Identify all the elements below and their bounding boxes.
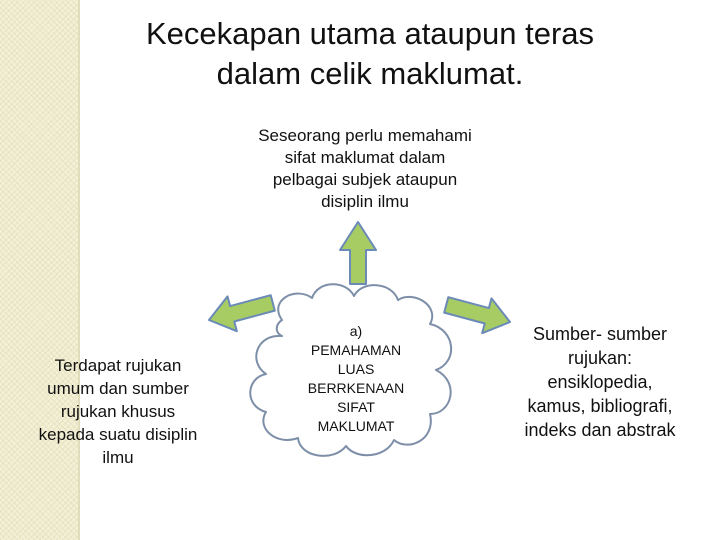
top-node-line: disiplin ilmu: [321, 192, 409, 211]
center-node-line: PEMAHAMAN: [310, 342, 402, 358]
center-node-line: MAKLUMAT: [317, 418, 395, 434]
center-node-line: a): [349, 323, 363, 339]
center-node-line: SIFAT: [337, 399, 375, 415]
left-node-line: Terdapat rujukan: [54, 356, 182, 375]
center-node-line: LUAS: [337, 361, 375, 377]
left-node-line: umum dan sumber: [47, 379, 189, 398]
up-arrow-icon: [340, 222, 376, 284]
title-line-1: Kecekapan utama ataupun teras: [145, 16, 595, 51]
right-node-text: [490, 322, 710, 442]
center-node-text: [281, 322, 431, 436]
down-left-arrow-icon: [204, 286, 277, 338]
left-node-text: [0, 354, 236, 469]
left-node-line: ilmu: [102, 448, 134, 467]
right-node-line: rujukan:: [567, 348, 633, 368]
right-node-line: ensiklopedia,: [547, 372, 653, 392]
right-node-line: Sumber- sumber: [532, 324, 668, 344]
top-node-line: Seseorang perlu memahami: [258, 126, 472, 145]
right-node-line: indeks dan abstrak: [524, 420, 676, 440]
center-node-line: BERRKENAAN: [307, 380, 405, 396]
top-node-line: pelbagai subjek ataupun: [272, 170, 458, 189]
left-node-line: kepada suatu disiplin: [38, 425, 198, 444]
top-node-text: [215, 125, 515, 213]
left-node-line: rujukan khusus: [60, 402, 176, 421]
top-node-line: sifat maklumat dalam: [284, 148, 446, 167]
right-node-line: kamus, bibliografi,: [527, 396, 673, 416]
title-line-2: dalam celik maklumat.: [216, 56, 524, 91]
